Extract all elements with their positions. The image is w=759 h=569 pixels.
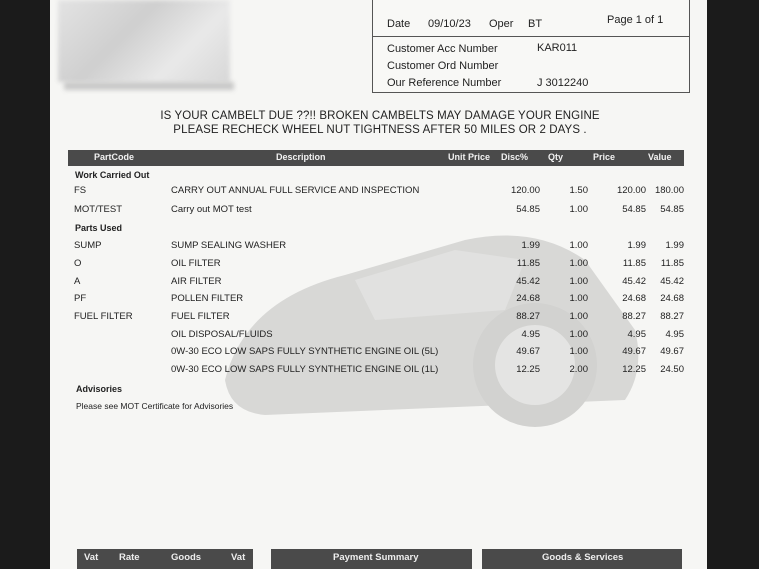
row-qty: 1.00	[569, 293, 588, 304]
customer-ord-label: Customer Ord Number	[387, 60, 499, 72]
row-unit-price: 54.85	[516, 204, 540, 215]
table-row	[68, 183, 684, 200]
row-price: 54.85	[622, 204, 646, 215]
cambelt-notice: IS YOUR CAMBELT DUE ??!! BROKEN CAMBELTS MAY DAMAGE YOUR ENGINE	[160, 110, 600, 122]
col-value: Value	[648, 152, 672, 162]
row-unit-price: 24.68	[516, 293, 540, 304]
row-qty: 1.00	[569, 204, 588, 215]
row-value: 45.42	[660, 276, 684, 287]
row-qty: 2.00	[569, 364, 588, 375]
row-value: 24.68	[660, 293, 684, 304]
row-code: A	[74, 276, 81, 287]
row-description: 0W-30 ECO LOW SAPS FULLY SYNTHETIC ENGINE OIL (5L)	[171, 346, 439, 357]
our-ref-label: Our Reference Number	[387, 77, 502, 89]
table-row	[68, 238, 684, 255]
row-unit-price: 49.67	[516, 346, 540, 357]
row-description: OIL FILTER	[171, 258, 221, 269]
rate-label: Rate	[119, 552, 140, 563]
redacted-logo	[58, 0, 230, 82]
row-qty: 1.00	[569, 346, 588, 357]
row-value: 88.27	[660, 311, 684, 322]
row-price: 45.42	[622, 276, 646, 287]
table-row	[68, 291, 684, 308]
table-row	[68, 202, 684, 219]
row-description: 0W-30 ECO LOW SAPS FULLY SYNTHETIC ENGINE OIL (1L)	[171, 364, 439, 375]
col-partcode: PartCode	[94, 152, 135, 162]
goods-services-label: Goods & Services	[542, 552, 624, 563]
payment-summary-header	[271, 549, 472, 569]
row-description: SUMP SEALING WASHER	[171, 240, 287, 251]
row-description: POLLEN FILTER	[171, 293, 244, 304]
row-qty: 1.00	[569, 240, 588, 251]
table-header	[68, 150, 684, 166]
col-unit-price: Unit Price	[448, 152, 491, 162]
col-description: Description	[276, 152, 326, 162]
invoice-info-box	[372, 0, 690, 93]
wheel-nut-notice: PLEASE RECHECK WHEEL NUT TIGHTNESS AFTER 50 MILES OR 2 DAYS .	[173, 124, 587, 136]
row-unit-price: 12.25	[516, 364, 540, 375]
advisories-title: Advisories	[76, 384, 123, 394]
oper-label: Oper	[489, 18, 514, 30]
oper-value: BT	[528, 18, 543, 30]
customer-acc-label: Customer Acc Number	[387, 43, 498, 55]
customer-acc-value: KAR011	[537, 42, 578, 54]
parts-section-title: Parts Used	[75, 223, 123, 233]
row-unit-price: 11.85	[516, 258, 540, 269]
col-price: Price	[593, 152, 616, 162]
row-unit-price: 4.95	[521, 329, 540, 340]
row-value: 4.95	[665, 329, 684, 340]
goods-label: Goods	[171, 552, 202, 563]
invoice-document	[50, 0, 707, 569]
table-row	[68, 362, 684, 379]
col-qty: Qty	[548, 152, 564, 162]
row-price: 24.68	[622, 293, 646, 304]
row-qty: 1.00	[569, 276, 588, 287]
row-price: 120.00	[616, 185, 646, 196]
work-section-title: Work Carried Out	[75, 170, 150, 180]
row-code: O	[74, 258, 82, 269]
row-code: FUEL FILTER	[74, 311, 133, 322]
page-number: Page 1 of 1	[607, 14, 664, 26]
row-description: FUEL FILTER	[171, 311, 230, 322]
row-code: MOT/TEST	[74, 204, 123, 215]
row-value: 1.99	[665, 240, 684, 251]
our-ref-value: J 3012240	[537, 77, 589, 89]
col-disc: Disc%	[501, 152, 529, 162]
advisories-text: Please see MOT Certificate for Advisories	[76, 401, 234, 411]
row-price: 12.25	[622, 364, 646, 375]
row-description: CARRY OUT ANNUAL FULL SERVICE AND INSPECTION	[171, 185, 420, 196]
row-price: 88.27	[622, 311, 646, 322]
row-value: 49.67	[660, 346, 684, 357]
row-code: PF	[74, 293, 87, 304]
row-description: AIR FILTER	[171, 276, 222, 287]
table-row	[68, 327, 684, 344]
vat-label: Vat	[84, 552, 99, 563]
row-value: 180.00	[654, 185, 684, 196]
row-unit-price: 88.27	[516, 311, 540, 322]
vat-summary-header	[77, 549, 253, 569]
redacted-address	[64, 82, 234, 90]
row-qty: 1.50	[569, 185, 588, 196]
row-unit-price: 1.99	[521, 240, 540, 251]
vat-column-label: Vat	[231, 552, 246, 563]
row-price: 49.67	[622, 346, 646, 357]
table-row	[68, 309, 684, 326]
row-code: SUMP	[74, 240, 102, 251]
row-price: 4.95	[627, 329, 646, 340]
table-row	[68, 256, 684, 273]
row-price: 1.99	[627, 240, 646, 251]
row-description: OIL DISPOSAL/FLUIDS	[171, 329, 273, 340]
date-label: Date	[387, 18, 411, 30]
row-price: 11.85	[622, 258, 646, 269]
row-unit-price: 120.00	[510, 185, 540, 196]
row-unit-price: 45.42	[516, 276, 540, 287]
row-code: FS	[74, 185, 87, 196]
date-row	[373, 0, 689, 37]
row-qty: 1.00	[569, 258, 588, 269]
row-qty: 1.00	[569, 311, 588, 322]
row-qty: 1.00	[569, 329, 588, 340]
payment-summary-label: Payment Summary	[333, 552, 419, 563]
date-value: 09/10/23	[428, 18, 471, 30]
row-value: 24.50	[660, 364, 684, 375]
table-row	[68, 274, 684, 291]
row-value: 54.85	[660, 204, 684, 215]
goods-services-header	[482, 549, 682, 569]
row-value: 11.85	[660, 258, 684, 269]
table-row	[68, 344, 684, 361]
row-description: Carry out MOT test	[171, 204, 252, 215]
